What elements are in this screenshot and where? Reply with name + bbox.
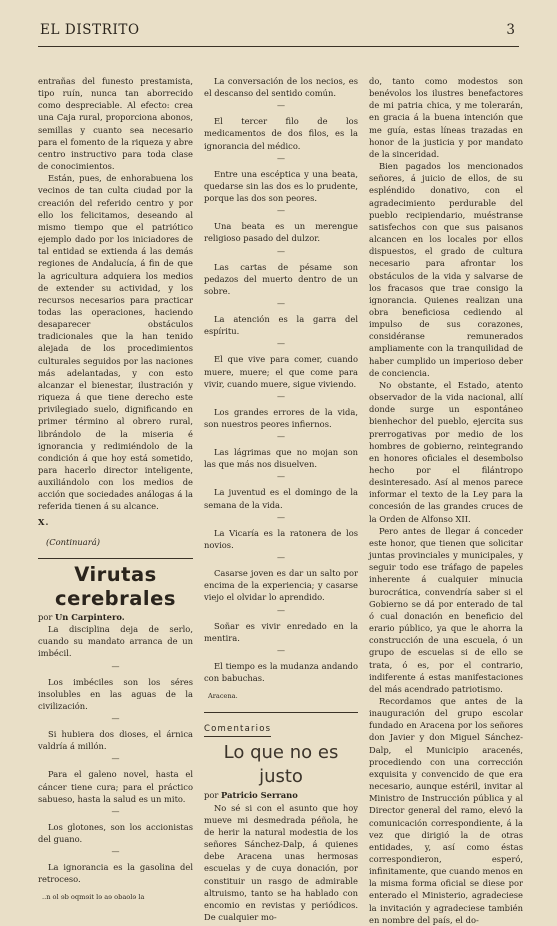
separator: —: [111, 661, 120, 671]
separator: —: [277, 512, 285, 522]
byline-prefix: por: [38, 611, 53, 622]
aphorism: Los grandes errores de la vida, son nuestros peores infiernos.: [204, 406, 358, 429]
aphorism: La ignorancia es la gasolina del retroceso.: [38, 862, 193, 885]
article-paragraph: Recordamos que antes de la inauguración del grupo escolar fundado en Aracena por los señores don Javier y don Miguel Sánchez-Dalp, el Municipio aracenés, procediendo con una corrección exquisita y convencido de que era necesario, aunque estéril, invitar al Ministro de Instrucción pública y al Director general del ramo, elevó la comunicación correspondiente, á la vez que dirigió la de otras entidades, y, así como éstas correspondieron, esperó, infinitamente, que cuando menos en la misma forma oficial se diese por enterado el Ministerio, agradeciese la invitación y agradeciese también en nombre del país, el do-: [369, 695, 524, 925]
aphorism: La juventud es el domingo de la semana de la vida.: [204, 487, 358, 510]
aphorism: Si hubiera dos dioses, el árnica valdría á millón.: [38, 729, 193, 752]
aphorism: Las lágrimas que no mojan son las que más nos disuelven.: [204, 447, 358, 470]
aphorism: Las cartas de pésame son pedazos del muerto dentro de un sobre.: [204, 261, 358, 296]
section-label: Comentarios: [204, 723, 271, 737]
separator: —: [277, 153, 285, 163]
separator: —: [111, 714, 120, 724]
byline: [38, 611, 193, 623]
separator: —: [277, 339, 285, 349]
article-paragraph: No sé si con el asunto que hoy mueve mi desmedrada péñola, he de herir la natural modestia de los señores Sánchez-Dalp, á quienes debe Aracena unas hermosas escuelas y de cuya donación, por constituir un rasgo de admirable altruismo, tanto se ha hablado con encomio en revistas y periódicos. De cualquier mo-: [204, 802, 358, 923]
aphorism: El tercer filo de los medicamentos de dos filos, es la ignorancia del médico.: [204, 116, 358, 151]
separator: —: [277, 391, 285, 401]
column-1: [38, 75, 193, 904]
article-paragraph: No obstante, el Estado, atento observador de la vida nacional, allí donde surge un espontáneo bienhechor del pueblo, ejercita sus prerrogativas por medio de los hombres de gobierno, reintegrando en honores oficiales el desembolso hecho por el filántropo desinteresado. Así al menos parece informar el texto de la Ley para la concesión de las grandes cruces de la Orden de Alfonso XII.: [369, 379, 523, 524]
separator: —: [111, 806, 120, 816]
article-paragraph: Están, pues, de enhorabuena los vecinos de tan culta ciudad por la creación del referido centro y por ello los felicitamos, deseando al mismo tiempo que el patriótico ejemplo dado por los iniciadores de tal entidad se extienda á las demás regiones de Andalucía, á fin de que la agricultura adquiera los medios de extender su actividad, y los recursos necesarios para practicar todas las operaciones, haciendo desaparecer obstáculos tradicionales que la han tenido alejada de los procedimientos culturales seguidos por las naciones más adelantadas, y con esto alcanzar el bienestar, ilustración y riqueza á que tiene derecho este privilegiado suelo, dignificando en primer término al obrero rural, librándolo de la miseria é ignorancia y redimiéndolo de la condición á que hoy está sometido, para hacerlo director inteligente, auxiliándolo con los medios de acción que sociedades análogas á la referida tienen á su alcance.: [38, 173, 193, 512]
aphorism: Soñar es vivir enredado en la mentira.: [204, 620, 358, 643]
separator: —: [277, 101, 285, 111]
aphorism: El que vive para comer, cuando muere, muere; el que come para vivir, cuando muere, sigue viviendo.: [204, 354, 358, 389]
aphorism: Los imbéciles son los séres insolubles en las aguas de la civilización.: [38, 676, 193, 711]
separator: —: [277, 553, 285, 563]
separator: —: [277, 645, 285, 655]
aphorism: La conversación de los necios, es el descanso del sentido común.: [204, 76, 358, 99]
aphorism: Para el galeno novel, hasta el cáncer tiene cura; para el práctico sabueso, hasta la salud es un mito.: [38, 769, 193, 804]
column-3: [369, 75, 523, 926]
aphorism: Una beata es un merengue religioso pasado del dulzor.: [204, 221, 358, 244]
article-paragraph: Pero antes de llegar á conceder este honor, que tienen que solicitar juntas provinciales y municipales, y seguir todo ese tráfago de papeles inherente á cualquier minucia burocrática, convendría saber si el Gobierno se dá por enterado de tal ó cual donación en beneficio del erario público, ya que le ahorra la construcción de una escuela, ó un grupo de escuelas si de ello se trata, ó es, por el contrario, indiferente á estas manifestaciones del más acendrado patriotismo.: [369, 525, 523, 694]
aphorism: La atención es la garra del espíritu.: [204, 314, 358, 337]
aphorism: El tiempo es la mudanza andando con babuchas.: [204, 660, 358, 683]
byline-prefix: por: [204, 790, 219, 801]
byline-author: Un Carpintero.: [55, 611, 125, 622]
page-number: 3: [506, 22, 515, 38]
separator: —: [111, 847, 120, 857]
byline-author: Patricio Serrano: [221, 790, 298, 801]
continued-note: (Continuará): [46, 536, 100, 547]
separator: —: [277, 299, 285, 309]
separator: —: [277, 472, 285, 482]
aphorism: La Vicaría es la ratonera de los novios.: [204, 527, 358, 550]
column-2: [204, 75, 358, 923]
separator: —: [277, 605, 285, 615]
article-signature: X.: [38, 516, 50, 527]
article-paragraph: Bien pagados los mencionados señores, á juicio de ellos, de su espléndido donativo, con el agradecimiento perdurable del pueblo recipiendario, muéstranse satisfechos con que sus paisanos alcancen en los locales por ellos dispuestos, el grado de cultura necesario para afrontar los obstáculos de la vida y salvarse de los fracasos que trae consigo la ignorancia. Quienes realizan una obra beneficiosa cediendo al impulso de sus corazones, considéranse remunerados ampliamente con la tranquilidad de haber cumplido un imperioso deber de conciencia.: [369, 161, 523, 378]
separator: —: [277, 432, 285, 442]
section-divider: [204, 712, 358, 713]
section-title: Virutas cerebrales: [55, 562, 176, 610]
ink-bleed-text: ..n ol ɘb oqmɘit lɘ aɘ obaolɘ la: [42, 893, 145, 902]
article-paragraph: entrañas del funesto prestamista, tipo ruín, nunca tan aborrecido como despreciable. Al efecto: crea una Caja rural, proporciona abonos, semillas y cuanto sea necesario para el fomento de la riqueza y abre centro instructivo para toda clase de conocimientos.: [38, 76, 193, 172]
aphorism: Casarse joven es dar un salto por encima de la experiencia; y casarse viejo el olvidar lo aprendido.: [204, 568, 358, 603]
aphorism: Los glotones, son los accionistas del guano.: [38, 821, 193, 844]
place-signature: Aracena.: [208, 692, 238, 701]
aphorism: La disciplina deja de serlo, cuando su mandato arranca de un imbécil.: [38, 624, 193, 659]
separator: —: [277, 246, 285, 256]
article-paragraph: do, tanto como modestos son benévolos los ilustres benefactores de mi patria chica, y me tolerarán, en gracia á la buena intención que me guía, estas líneas trazadas en honor de la justicia y por mandato de la sinceridad.: [369, 76, 523, 159]
article-title: Lo que no es justo: [223, 742, 339, 788]
aphorism: Entre una escéptica y una beata, quedarse sin las dos es lo prudente, porque las dos son peores.: [204, 168, 358, 204]
page-header: [38, 22, 519, 47]
separator: —: [111, 754, 120, 764]
separator: —: [277, 206, 285, 216]
newspaper-title: EL DISTRITO: [40, 22, 140, 38]
section-divider: [38, 558, 193, 559]
